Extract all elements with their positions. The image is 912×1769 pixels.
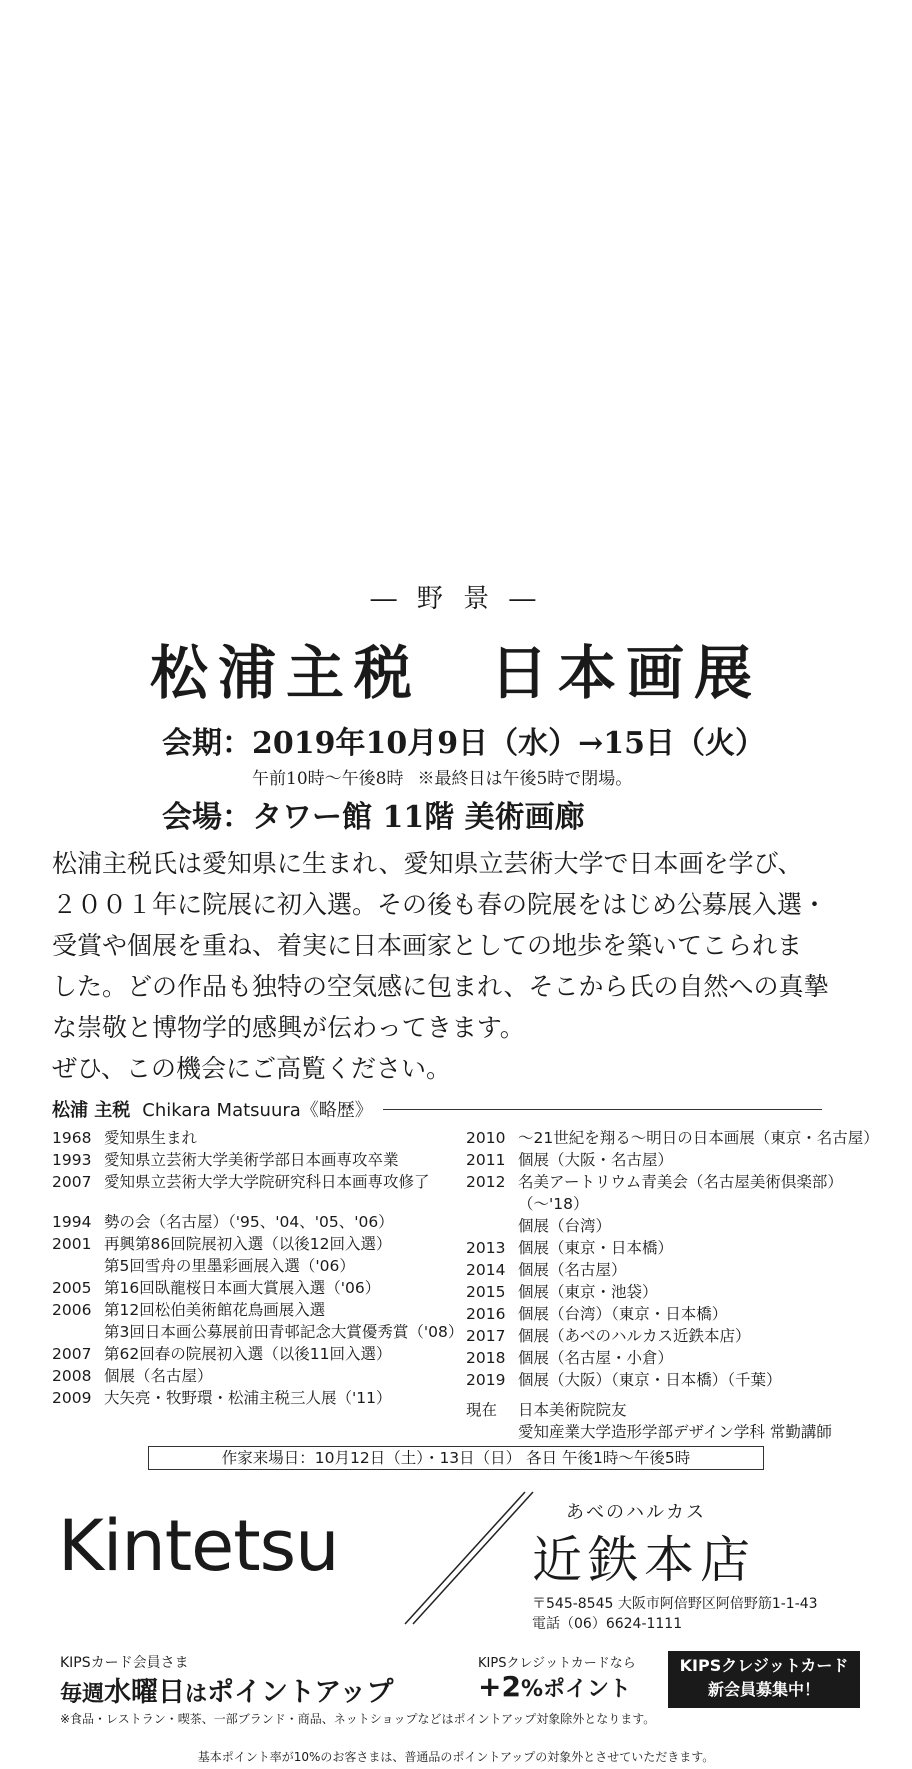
- bio-year: 2018: [466, 1349, 506, 1367]
- bio-year: 2013: [466, 1239, 506, 1257]
- biography-heading: [52, 1096, 822, 1122]
- intro-line: な崇敬と博物学的感興が伝わってきます。: [52, 1013, 525, 1042]
- bio-text: 大矢亮・牧野環・松浦主税三人展（'11）: [104, 1389, 392, 1407]
- artist-visit-notice: 作家来場日：10月12日（土）・13日（日） 各日 午後1時～午後5時: [148, 1446, 764, 1470]
- bio-entry: [466, 1171, 886, 1215]
- intro-line: 松浦主税氏は愛知県に生まれ、愛知県立芸術大学で日本画を学び、: [52, 849, 803, 878]
- heading-rule: [383, 1109, 822, 1110]
- bio-year: 1993: [52, 1151, 92, 1169]
- hours-text: 午前10時～午後8時: [252, 769, 404, 789]
- bio-year: 2014: [466, 1261, 506, 1279]
- bio-year: 2015: [466, 1283, 506, 1301]
- opening-hours: [252, 764, 632, 789]
- bio-year: 2007: [52, 1173, 92, 1191]
- bio-year: 2006: [52, 1301, 92, 1319]
- artist-name-en: Chikara Matsuura《略歴》: [142, 1100, 373, 1121]
- bio-entry: [466, 1259, 886, 1281]
- bio-text: 個展（大阪・名古屋）: [518, 1151, 674, 1169]
- bio-text: 個展（名古屋）: [518, 1261, 627, 1279]
- kips-plus-value: +2: [478, 1670, 521, 1703]
- bio-entry: [466, 1369, 886, 1391]
- bio-year: 1994: [52, 1213, 92, 1231]
- bio-text: 個展（台湾）: [518, 1217, 612, 1235]
- bio-entry: [466, 1399, 886, 1421]
- bio-text: 個展（台湾）（東京・日本橋）: [518, 1305, 728, 1323]
- bio-year: 2001: [52, 1235, 92, 1253]
- bio-year: 1968: [52, 1129, 92, 1147]
- bio-entry: [466, 1215, 886, 1237]
- store-address-block: [532, 1594, 818, 1634]
- bio-text: 日本美術院院友: [518, 1401, 627, 1419]
- bio-text: 第16回臥龍桜日本画大賞展入選（'06）: [104, 1279, 381, 1297]
- bio-entry: [52, 1365, 462, 1387]
- bio-entry: [52, 1321, 462, 1343]
- bio-text: 個展（名古屋）: [104, 1367, 213, 1385]
- bio-year: 2010: [466, 1129, 506, 1147]
- bio-year: 2012: [466, 1173, 506, 1191]
- bio-entry: [52, 1299, 462, 1321]
- bio-year: 2011: [466, 1151, 506, 1169]
- bio-entry: [466, 1421, 886, 1443]
- biography-right-column: [466, 1127, 886, 1443]
- bio-entry: [466, 1237, 886, 1259]
- kips-point-up: ポイントアップ: [207, 1677, 394, 1708]
- kips-every: 毎週: [60, 1682, 105, 1707]
- bio-text: 愛知県立芸術大学美術学部日本画専攻卒業: [104, 1151, 399, 1169]
- bio-text: 勢の会（名古屋）（'95、'04、'05、'06）: [104, 1213, 394, 1231]
- exhibition-title: 松浦主税 日本画展: [149, 639, 762, 707]
- bio-entry: [466, 1325, 886, 1347]
- bio-entry: [52, 1127, 462, 1149]
- bio-year: 2009: [52, 1389, 92, 1407]
- bio-entry: [52, 1171, 462, 1193]
- bio-year: 2007: [52, 1345, 92, 1363]
- kips-wa: は: [185, 1682, 208, 1707]
- bio-year: 2008: [52, 1367, 92, 1385]
- kintetsu-logo: Kintetsu: [58, 1505, 339, 1587]
- bio-text: 愛知産業大学造形学部デザイン学科 常勤講師: [518, 1423, 832, 1441]
- intro-line: ぜひ、この機会にご高覧ください。: [52, 1054, 452, 1083]
- bio-text: 第62回春の院展初入選（以後11回入選）: [104, 1345, 392, 1363]
- bio-entry: [466, 1127, 886, 1149]
- bio-text: 愛知県立芸術大学大学院研究科日本画専攻修了: [104, 1173, 430, 1191]
- bio-entry: [52, 1277, 462, 1299]
- kips-member-label: KIPSカード会員さま: [60, 1655, 189, 1671]
- exhibition-subtitle: ― 野 景 ―: [370, 584, 542, 614]
- bio-text: 個展（東京・池袋）: [518, 1283, 658, 1301]
- intro-line: 受賞や個展を重ね、着実に日本画家としての地歩を築いてこられま: [52, 931, 803, 960]
- bio-year: 現在: [466, 1401, 498, 1419]
- kips-exclusion-note: ※食品・レストラン・喫茶、一部ブランド・商品、ネットショップなどはポイントアップ対象除外となります。: [60, 1712, 656, 1726]
- bio-year: 2016: [466, 1305, 506, 1323]
- bio-text: 第12回松伯美術館花鳥画展入選: [104, 1301, 326, 1319]
- bio-text: 個展（あべのハルカス近鉄本店）: [518, 1327, 751, 1345]
- bio-year: 2017: [466, 1327, 506, 1345]
- kips-recruit-box: [668, 1651, 860, 1708]
- kips-plus-unit: %ポイント: [520, 1677, 631, 1702]
- store-name: 近鉄本店: [532, 1531, 756, 1589]
- bio-text: 第5回雪舟の里墨彩画展入選（'06）: [104, 1257, 355, 1275]
- exhibition-venue: 会場：タワー館 11階 美術画廊: [162, 800, 585, 835]
- kips-point-up-headline: [60, 1670, 393, 1709]
- bio-year: 2019: [466, 1371, 506, 1389]
- bio-entry: [52, 1233, 462, 1255]
- bio-entry: [52, 1255, 462, 1277]
- bio-entry: [52, 1211, 462, 1233]
- store-address: 〒545-8545 大阪市阿倍野区阿倍野筋1-1-43: [532, 1596, 818, 1612]
- intro-text: [52, 843, 870, 1089]
- bio-text: 個展（東京・日本橋）: [518, 1239, 674, 1257]
- kips-box-line2: 新会員募集中！: [707, 1680, 820, 1699]
- bio-text: 個展（名古屋・小倉）: [518, 1349, 674, 1367]
- bio-text: 名美アートリウム青美会（名古屋美術倶楽部）（～'18）: [518, 1173, 843, 1213]
- store-location: あべのハルカス: [566, 1502, 706, 1523]
- bio-year: [52, 1321, 104, 1343]
- hours-note: ※最終日は午後5時で閉場。: [417, 769, 633, 789]
- exhibition-period: 会期：2019年10月9日（水）→15日（火）: [162, 726, 766, 761]
- bio-text: 愛知県生まれ: [104, 1129, 198, 1147]
- kips-box-line1: KIPSクレジットカード: [679, 1656, 849, 1675]
- bio-entry: [52, 1387, 462, 1409]
- bio-year: [466, 1421, 518, 1443]
- bio-year: 2005: [52, 1279, 92, 1297]
- bio-text: 個展（大阪）（東京・日本橋）（千葉）: [518, 1371, 782, 1389]
- intro-line: した。どの作品も独特の空気感に包まれ、そこから氏の自然への真摯: [52, 972, 829, 1001]
- biography-left-column: [52, 1127, 462, 1409]
- bio-entry: [52, 1343, 462, 1365]
- bio-text: 再興第86回院展初入選（以後12回入選）: [104, 1235, 392, 1253]
- base-point-note: 基本ポイント率が10%のお客さまは、普通品のポイントアップの対象外とさせていただきます。: [197, 1750, 715, 1764]
- bio-entry: [466, 1281, 886, 1303]
- bio-text: ～21世紀を翔る～明日の日本画展（東京・名古屋）: [518, 1129, 879, 1147]
- bio-year: [52, 1255, 104, 1277]
- bio-entry: [466, 1149, 886, 1171]
- bio-text: 第3回日本画公募展前田青邨記念大賞優秀賞（'08）: [104, 1323, 464, 1341]
- store-phone: 電話（06）6624-1111: [532, 1616, 683, 1632]
- bio-entry: [52, 1149, 462, 1171]
- bio-year: [466, 1215, 518, 1237]
- bio-entry: [466, 1347, 886, 1369]
- artist-name: 松浦 主税: [52, 1100, 131, 1121]
- kips-credit-label: KIPSクレジットカードなら: [478, 1656, 636, 1671]
- kips-plus-points: [478, 1670, 631, 1703]
- bio-entry: [466, 1303, 886, 1325]
- intro-line: ２００１年に院展に初入選。その後も春の院展をはじめ公募展入選・: [52, 890, 828, 919]
- divider-slash-icon: [395, 1488, 535, 1628]
- kips-wednesday: 水曜日: [104, 1677, 186, 1708]
